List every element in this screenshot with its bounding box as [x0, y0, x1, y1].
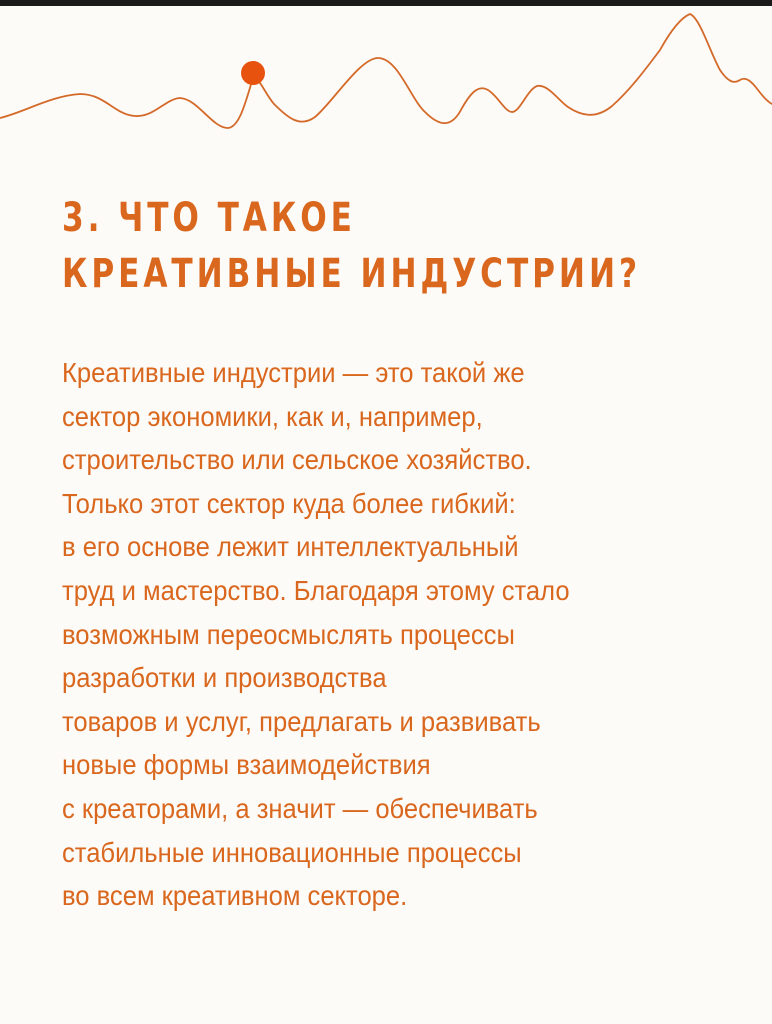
wave-line-decoration: [0, 0, 772, 150]
body-line: в его основе лежит интеллектуальный: [62, 531, 519, 563]
body-line: Только этот сектор куда более гибкий:: [62, 487, 516, 519]
section-title-line-1: 3. ЧТО ТАКОЕ: [62, 195, 356, 241]
wave-highlight-dot: [241, 61, 265, 85]
section-title: [62, 190, 641, 302]
section-title-line-2: КРЕАТИВНЫЕ ИНДУСТРИИ?: [62, 251, 641, 297]
body-line: товаров и услуг, предлагать и развивать: [62, 705, 541, 737]
body-line: новые формы взаимодействия: [62, 749, 431, 781]
body-line: строительство или сельское хозяйство.: [62, 444, 532, 476]
body-line: во всем креативном секторе.: [62, 880, 408, 912]
body-paragraph: [62, 351, 752, 918]
body-line: стабильные инновационные процессы: [62, 836, 522, 868]
body-line: Креативные индустрии — это такой же: [62, 357, 525, 388]
wave-path: [0, 14, 772, 128]
body-line: разработки и производства: [62, 662, 387, 694]
body-line: сектор экономики, как и, например,: [62, 400, 483, 432]
body-line: с креаторами, а значит — обеспечивать: [62, 792, 538, 824]
body-line: труд и мастерство. Благодаря этому стало: [62, 574, 570, 606]
body-line: возможным переосмыслять процессы: [62, 618, 515, 650]
